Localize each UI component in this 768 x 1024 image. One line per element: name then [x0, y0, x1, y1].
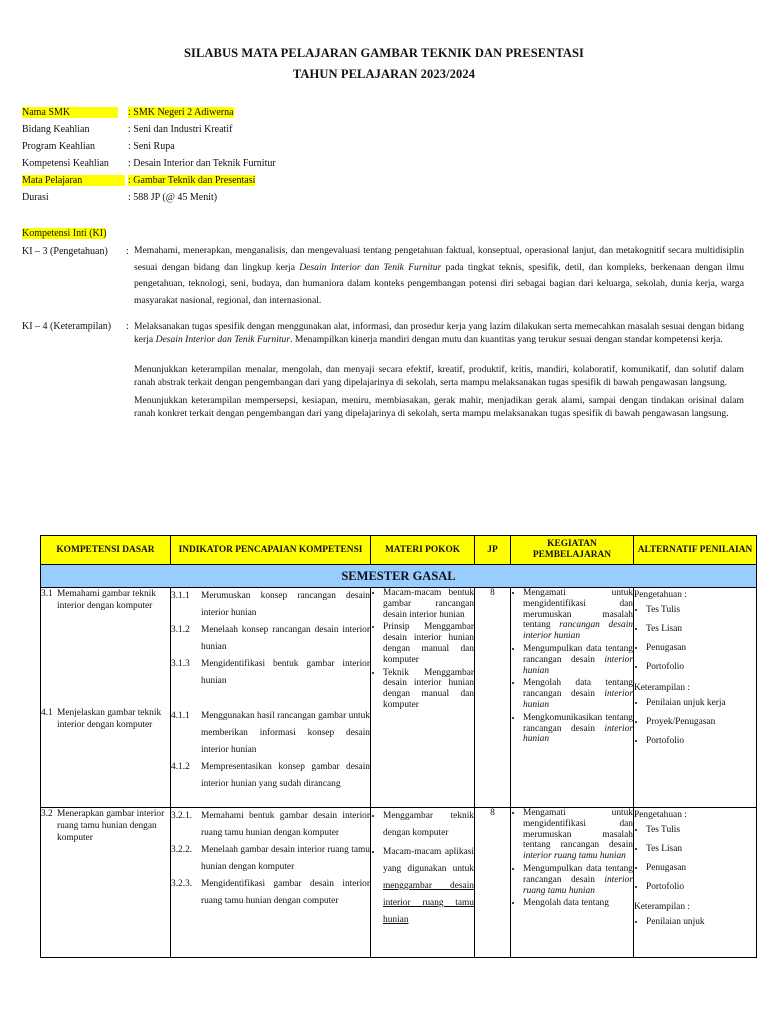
ki4-paragraph-2: Menunjukkan keterampilan menalar, mengolah, dan menyaji secara efektif, kreatif, produktif, kritis, mandiri, kolaboratif, komunikatif, dan solutif dalam ranah abstrak terkait dengan pengembangan dari yang dipelajarinya di sekolah, serta mampu melaksanakan tugas spesifik di bawah pengawasan langsung. [134, 364, 744, 388]
penilaian-item: • Portofolio [646, 661, 756, 673]
kegiatan-cell [511, 588, 634, 808]
penilaian-item: • Tes Lisan [646, 843, 756, 855]
penilaian-item: • Portofolio [646, 735, 756, 747]
durasi-label: Durasi [22, 192, 49, 203]
indikator-item: 4.1.1 Menggunakan hasil rancangan gambar untuk memberikan informasi konsep desain interior hunian [171, 711, 370, 755]
kd-item: 3.1 Memahami gambar teknik interior dengan komputer [41, 589, 156, 611]
indikator-item: 3.1.1 Merumuskan konsep rancangan desain interior hunian [171, 591, 370, 618]
header-materi-pokok: MATERI POKOK [371, 536, 475, 565]
table-row [41, 808, 757, 958]
header-jp: JP [475, 536, 511, 565]
penilaian-keterampilan-label: Keterampilan : [634, 902, 690, 912]
kegiatan-cell [511, 808, 634, 958]
indikator-item: 3.2.2. Menelaah gambar desain interior ruang tamu hunian dengan komputer [171, 845, 370, 872]
kegiatan-item: • Mengamati untuk mengidentifikasi dan merumuskan masalah tentang rancangan desain interior hunian [523, 588, 633, 642]
materi-item: • Macam-macam bentuk gambar rancangan desain interior hunian [383, 588, 474, 620]
ki3-colon: : [126, 246, 129, 257]
header-kompetensi-dasar: KOMPETENSI DASAR [41, 536, 171, 565]
penilaian-item: • Tes Tulis [646, 824, 756, 836]
mapel-label: Mata Pelajaran [22, 175, 125, 186]
ki-heading: Kompetensi Inti (KI) [22, 228, 107, 239]
penilaian-keterampilan-label: Keterampilan : [634, 683, 690, 693]
ki4-colon: : [126, 321, 129, 332]
table-header-row [41, 536, 757, 565]
penilaian-item: • Portofolio [646, 881, 756, 893]
materi-item: • Menggambar teknik dengan komputer [383, 808, 474, 842]
nama-smk-value: : SMK Negeri 2 Adiwerna [128, 107, 234, 118]
indikator-item: 4.1.2 Mempresentasikan konsep gambar desain interior hunian yang sudah dirancang [171, 762, 370, 789]
header-kegiatan: KEGIATAN PEMBELAJARAN [511, 536, 634, 565]
penilaian-pengetahuan-label: Pengetahuan : [634, 590, 687, 600]
materi-cell [371, 808, 475, 958]
materi-item: • Prinsip Menggambar desain interior hunian dengan manual dan komputer [383, 622, 474, 665]
penilaian-item: • Penilaian unjuk [646, 916, 756, 928]
indikator-cell [171, 808, 371, 958]
penilaian-item: • Tes Tulis [646, 604, 756, 616]
kegiatan-item: • Mengolah data tentang rancangan desain interior hunian [523, 678, 633, 710]
penilaian-item: • Penilaian unjuk kerja [646, 697, 756, 709]
silabus-table [40, 535, 757, 958]
indikator-cell [171, 588, 371, 808]
materi-item: • Macam-macam aplikasi yang digunakan untuk menggambar desain interior ruang tamu hunian [383, 844, 474, 929]
penilaian-item: • Tes Lisan [646, 623, 756, 635]
durasi-value: : 588 JP (@ 45 Menit) [128, 192, 218, 203]
bidang-value: : Seni dan Industri Kreatif [128, 124, 233, 135]
ki3-label: KI – 3 (Pengetahuan) [22, 246, 108, 257]
ki4-label: KI – 4 (Keterampilan) [22, 321, 112, 332]
semester-label: SEMESTER GASAL [41, 565, 757, 588]
header-penilaian: ALTERNATIF PENILAIAN [634, 536, 757, 565]
program-value: : Seni Rupa [128, 141, 175, 152]
penilaian-cell [634, 588, 757, 808]
materi-cell [371, 588, 475, 808]
mapel-value: : Gambar Teknik dan Presentasi [128, 175, 256, 186]
header-indikator: INDIKATOR PENCAPAIAN KOMPETENSI [171, 536, 371, 565]
bidang-label: Bidang Keahlian [22, 124, 90, 135]
kegiatan-item: • Mengolah data tentang [523, 898, 633, 909]
materi-item: • Teknik Menggambar desain interior hunian dengan manual dan komputer [383, 668, 474, 711]
ki4-paragraph-3: Menunjukkan keterampilan mempersepsi, kesiapan, meniru, membiasakan, gerak mahir, menjadikan gerak alami, sampai dengan tindakan orisinal dalam ranah konkret terkait dengan pengembangan dari yang dipelajarinya di sekolah, serta mampu melaksanakan tugas spesifik di bawah pengawasan langsung. [134, 395, 744, 419]
jp-cell: 8 [475, 588, 511, 808]
kd-item: 3.2 Menerapkan gambar interior ruang tamu hunian dengan komputer [41, 809, 165, 843]
semester-row [41, 565, 757, 588]
penilaian-pengetahuan-label: Pengetahuan : [634, 810, 687, 820]
program-label: Program Keahlian [22, 141, 96, 152]
kegiatan-item: • Mengkomunikasikan tentang rancangan desain interior hunian [523, 713, 633, 745]
indikator-item: 3.1.3 Mengidentifikasi bentuk gambar interior hunian [171, 659, 370, 686]
kegiatan-item: • Mengumpulkan data tentang rancangan desain interior ruang tamu hunian [523, 864, 633, 896]
penilaian-item: • Proyek/Penugasan [646, 716, 756, 728]
penilaian-item: • Penugasan [646, 862, 756, 874]
kompetensi-value: : Desain Interior dan Teknik Furnitur [128, 158, 276, 169]
kompetensi-label: Kompetensi Keahlian [22, 158, 109, 169]
jp-cell: 8 [475, 808, 511, 958]
penilaian-cell [634, 808, 757, 958]
indikator-item: 3.2.3. Mengidentifikasi gambar desain interior ruang tamu hunian dengan computer [171, 879, 370, 906]
indikator-item: 3.1.2 Menelaah konsep rancangan desain interior hunian [171, 625, 370, 652]
ki4-paragraph-1: Melaksanakan tugas spesifik dengan menggunakan alat, informasi, dan prosedur kerja yang lazim dilakukan serta memecahkan masalah sesuai dengan bidang kerja Desain Interior dan Tenik Furnitur. Menampilkan kinerja mandiri dengan mutu dan kuantitas yang terukur sesuai dengan standar kompetensi kerja. [134, 321, 744, 345]
kd-cell [41, 588, 171, 808]
indikator-item: 3.2.1. Memahami bentuk gambar desain interior ruang tamu hunian dengan komputer [171, 811, 370, 838]
penilaian-item: • Penugasan [646, 642, 756, 654]
document-subtitle: TAHUN PELAJARAN 2023/2024 [292, 67, 476, 81]
kegiatan-item: • Mengamati untuk mengidentifikasi dan merumuskan masalah tentang rancangan desain interior ruang tamu hunian [523, 808, 633, 862]
ki3-text: Memahami, menerapkan, menganalisis, dan mengevaluasi tentang pengetahuan faktual, konseptual, operasional lanjut, dan metakognitif secara multidisiplin sesuai dengan bidang dan lingkup kerja Desain Interior dan Tenik Furnitur pada tingkat teknis, spesifik, detil, dan kompleks, berkenaan dengan ilmu pengetahuan, teknologi, seni, budaya, dan humaniora dalam konteks pengembangan potensi diri sebagai bagian dari keluarga, sekolah, dunia kerja, warga masyarakat nasional, regional, dan internasional. [134, 245, 745, 306]
table-row [41, 588, 757, 808]
kegiatan-item: • Mengumpulkan data tentang rancangan desain interior hunian [523, 644, 633, 676]
nama-smk-label: Nama SMK [22, 107, 118, 118]
document-title: SILABUS MATA PELAJARAN GAMBAR TEKNIK DAN PRESENTASI [183, 46, 585, 60]
kd-cell [41, 808, 171, 958]
kd-item: 4.1 Menjelaskan gambar teknik interior dengan komputer [41, 708, 162, 730]
